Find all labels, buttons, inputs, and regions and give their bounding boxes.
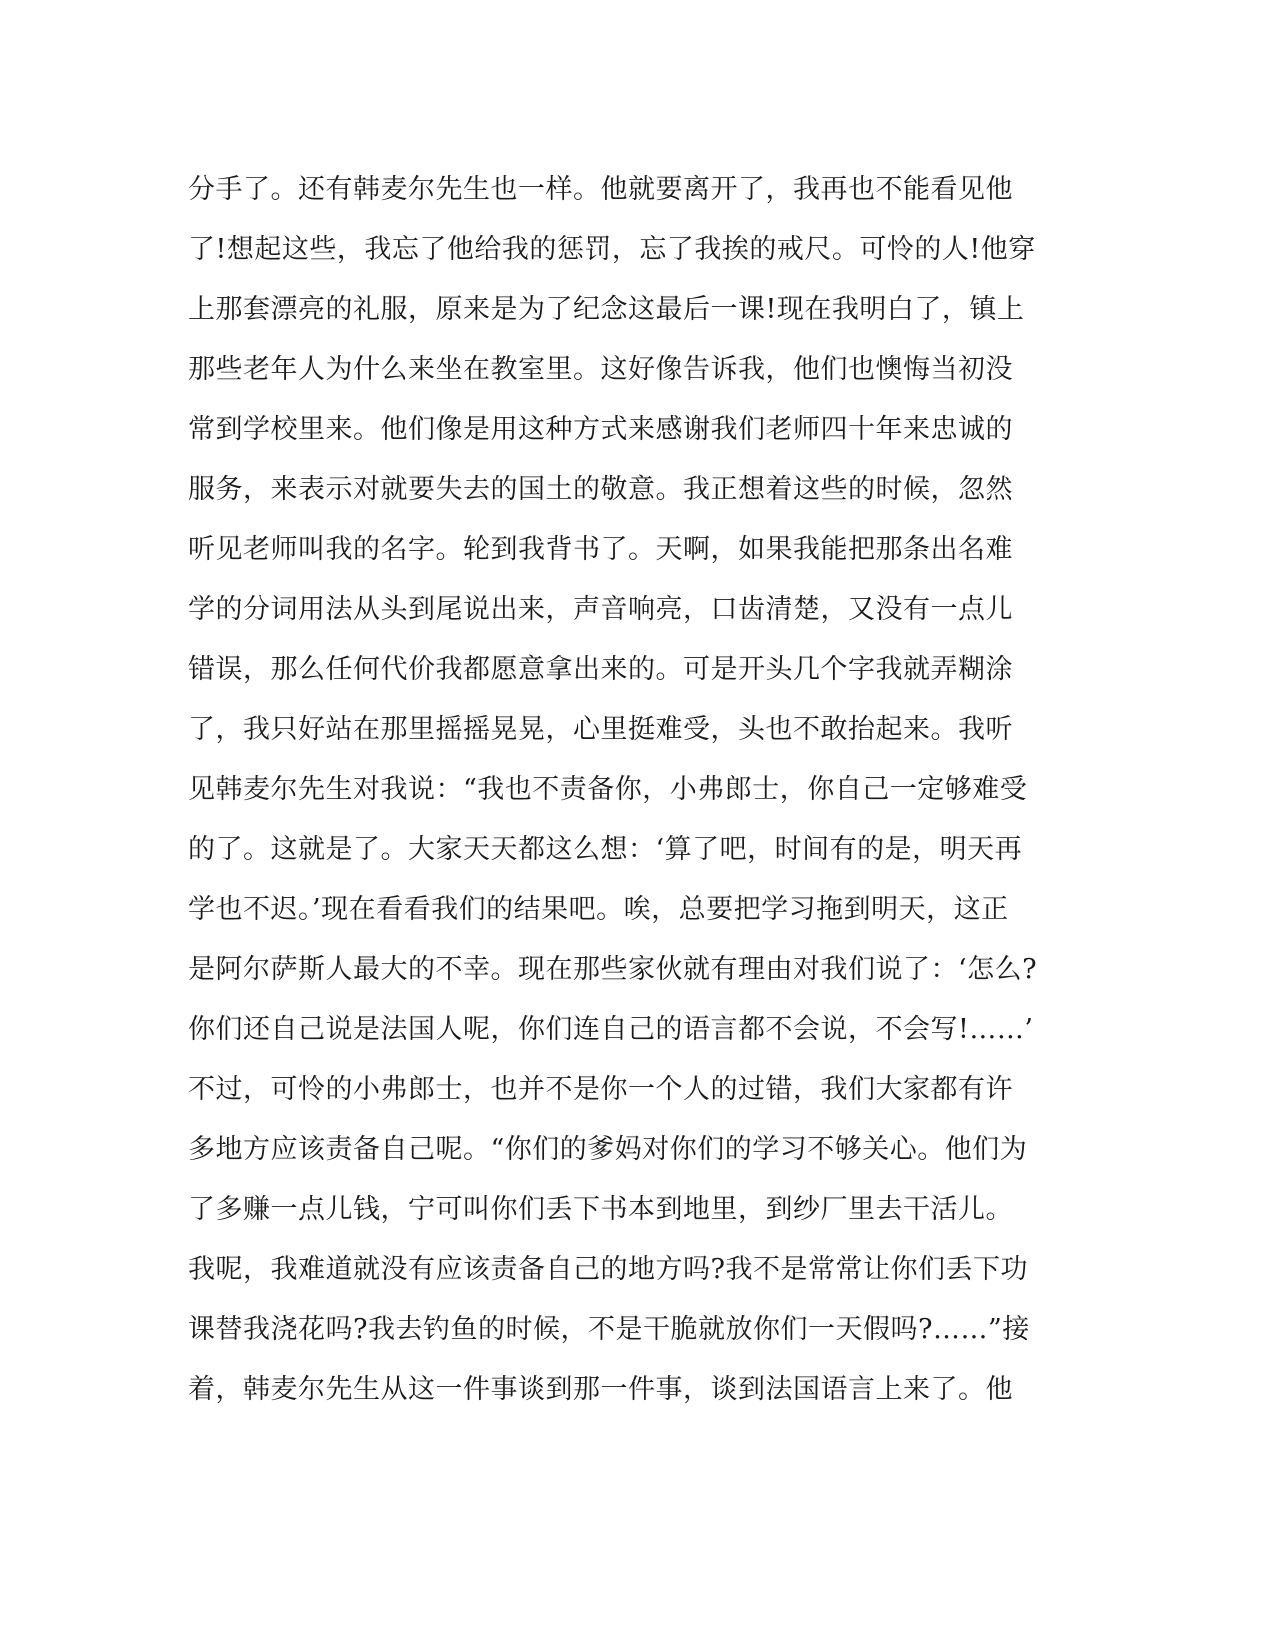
text-line: 那些老年人为什么来坐在教室里。这好像告诉我，他们也懊悔当初没 (188, 354, 1013, 385)
text-line: 学也不迟。’现在看看我们的结果吧。唉，总要把学习拖到明天，这正 (188, 894, 1009, 925)
text-line: 上那套漂亮的礼服，原来是为了纪念这最后一课!现在我明白了，镇上 (188, 294, 1025, 325)
text-line: 你们还自己说是法国人呢，你们连自己的语言都不会说，不会写!……’ (188, 1014, 1034, 1045)
text-line: 是阿尔萨斯人最大的不幸。现在那些家伙就有理由对我们说了：‘怎么? (188, 954, 1038, 985)
text-line: 不过，可怜的小弗郎士，也并不是你一个人的过错，我们大家都有许 (188, 1074, 1013, 1105)
text-line: 学的分词用法从头到尾说出来，声音响亮，口齿清楚，又没有一点儿 (188, 594, 1013, 625)
text-line: 着，韩麦尔先生从这一件事谈到那一件事，谈到法国语言上来了。他 (188, 1374, 1013, 1405)
text-line: 分手了。还有韩麦尔先生也一样。他就要离开了，我再也不能看见他 (188, 174, 1013, 205)
text-line: 了!想起这些，我忘了他给我的惩罚，忘了我挨的戒尺。可怜的人!他穿 (188, 234, 1036, 265)
text-line: 课替我浇花吗?我去钓鱼的时候，不是干脆就放你们一天假吗?……”接 (188, 1314, 1030, 1345)
text-line: 的了。这就是了。大家天天都这么想：‘算了吧，时间有的是，明天再 (188, 834, 1023, 865)
text-line: 了，我只好站在那里摇摇晃晃，心里挺难受，头也不敢抬起来。我听 (188, 714, 1013, 745)
text-line: 听见老师叫我的名字。轮到我背书了。天啊，如果我能把那条出名难 (188, 534, 1013, 565)
text-line: 我呢，我难道就没有应该责备自己的地方吗?我不是常常让你们丢下功 (188, 1254, 1028, 1285)
text-line: 服务，来表示对就要失去的国土的敬意。我正想着这些的时候，忽然 (188, 474, 1013, 505)
text-line: 多地方应该责备自己呢。“你们的爹妈对你们的学习不够关心。他们为 (188, 1134, 1028, 1165)
text-line: 见韩麦尔先生对我说：“我也不责备你，小弗郎士，你自己一定够难受 (188, 774, 1028, 805)
text-line: 错误，那么任何代价我都愿意拿出来的。可是开头几个字我就弄糊涂 (188, 654, 1013, 685)
text-line: 常到学校里来。他们像是用这种方式来感谢我们老师四十年来忠诚的 (188, 414, 1013, 445)
body-text (188, 160, 1088, 1420)
text-line: 了多赚一点儿钱，宁可叫你们丢下书本到地里，到纱厂里去干活儿。 (188, 1194, 1013, 1225)
